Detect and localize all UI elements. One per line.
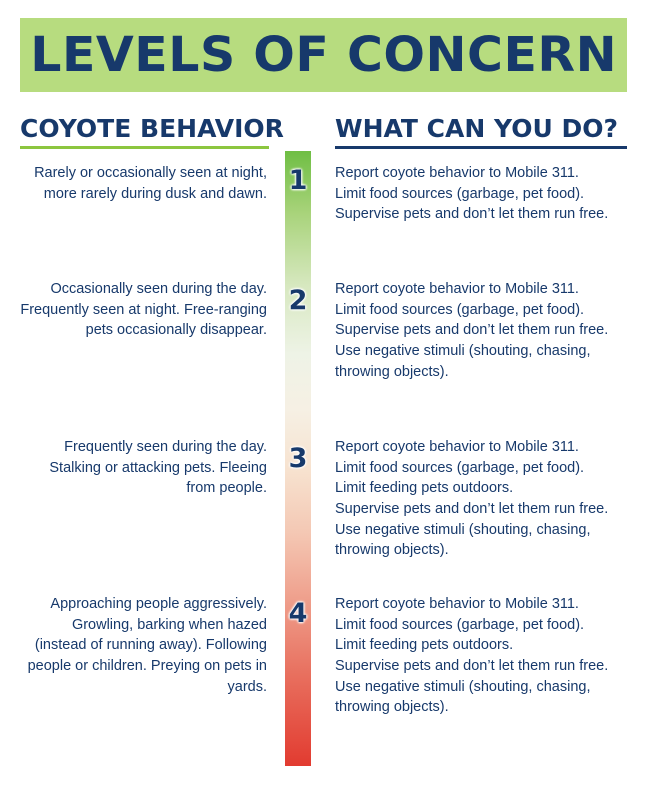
level-4-actions-block: [335, 584, 627, 759]
level-4-behavior-block: [20, 584, 267, 759]
level-4-action-2: Limit food sources (garbage, pet food).: [335, 616, 585, 633]
level-1-action-2: Limit food sources (garbage, pet food).: [335, 185, 585, 202]
level-4-action-3: Limit feeding pets outdoors.: [335, 637, 514, 654]
level-1-actions-block: [335, 151, 627, 271]
left-column-header: [20, 114, 284, 149]
level-4-behavior-text: Approaching people aggressively. Growling, barking when hazed (instead of running away). Following people or children. Preying on pets in yards.: [27, 596, 267, 695]
severity-gradient-column: [275, 151, 321, 759]
level-4-action-4: Supervise pets and don’t let them run free.: [335, 657, 609, 674]
level-1-behavior-block: [20, 151, 267, 271]
level-2-behavior-block: [20, 271, 267, 429]
level-1-action-3: Supervise pets and don’t let them run free.: [335, 206, 609, 223]
level-3-action-1: Report coyote behavior to Mobile 311.: [335, 439, 579, 456]
level-1-number: 1: [288, 165, 308, 197]
behavior-column: [20, 151, 275, 759]
title-banner: [20, 18, 627, 92]
level-1-action-1: Report coyote behavior to Mobile 311.: [335, 165, 579, 182]
column-headers: [20, 116, 627, 149]
level-2-action-3: Supervise pets and don’t let them run free.: [335, 322, 609, 339]
level-3-action-2: Limit food sources (garbage, pet food).: [335, 459, 585, 476]
level-2-actions-block: [335, 271, 627, 429]
level-2-number: 2: [288, 285, 308, 317]
level-4-action-1: Report coyote behavior to Mobile 311.: [335, 596, 579, 613]
page-title: LEVELS OF CONCERN: [30, 27, 617, 83]
level-3-number: 3: [288, 443, 308, 475]
level-2-action-2: Limit food sources (garbage, pet food).: [335, 301, 585, 318]
level-3-action-4: Supervise pets and don’t let them run free.: [335, 500, 609, 517]
levels-grid: [20, 151, 627, 759]
level-2-behavior-text: Occasionally seen during the day. Frequently seen at night. Free-ranging pets occasionally disappear.: [20, 281, 267, 339]
level-4-action-5: Use negative stimuli (shouting, chasing, throwing objects).: [335, 678, 591, 716]
level-3-action-3: Limit feeding pets outdoors.: [335, 480, 514, 497]
level-2-action-4: Use negative stimuli (shouting, chasing, throwing objects).: [335, 342, 591, 380]
level-1-behavior-text: Rarely or occasionally seen at night, more rarely during dusk and dawn.: [34, 165, 267, 202]
level-3-action-5: Use negative stimuli (shouting, chasing, throwing objects).: [335, 521, 591, 559]
actions-column: [321, 151, 627, 759]
what-can-you-do-title: WHAT CAN YOU DO?: [335, 114, 618, 143]
level-4-number: 4: [288, 598, 308, 630]
left-header-rule: [20, 146, 269, 149]
level-3-behavior-text: Frequently seen during the day. Stalking or attacking pets. Fleeing from people.: [49, 439, 267, 497]
level-3-behavior-block: [20, 429, 267, 584]
right-header-rule: [335, 146, 627, 149]
coyote-behavior-title: COYOTE BEHAVIOR: [20, 114, 284, 143]
level-2-action-1: Report coyote behavior to Mobile 311.: [335, 281, 579, 298]
right-column-header: [321, 116, 627, 149]
level-3-actions-block: [335, 429, 627, 584]
